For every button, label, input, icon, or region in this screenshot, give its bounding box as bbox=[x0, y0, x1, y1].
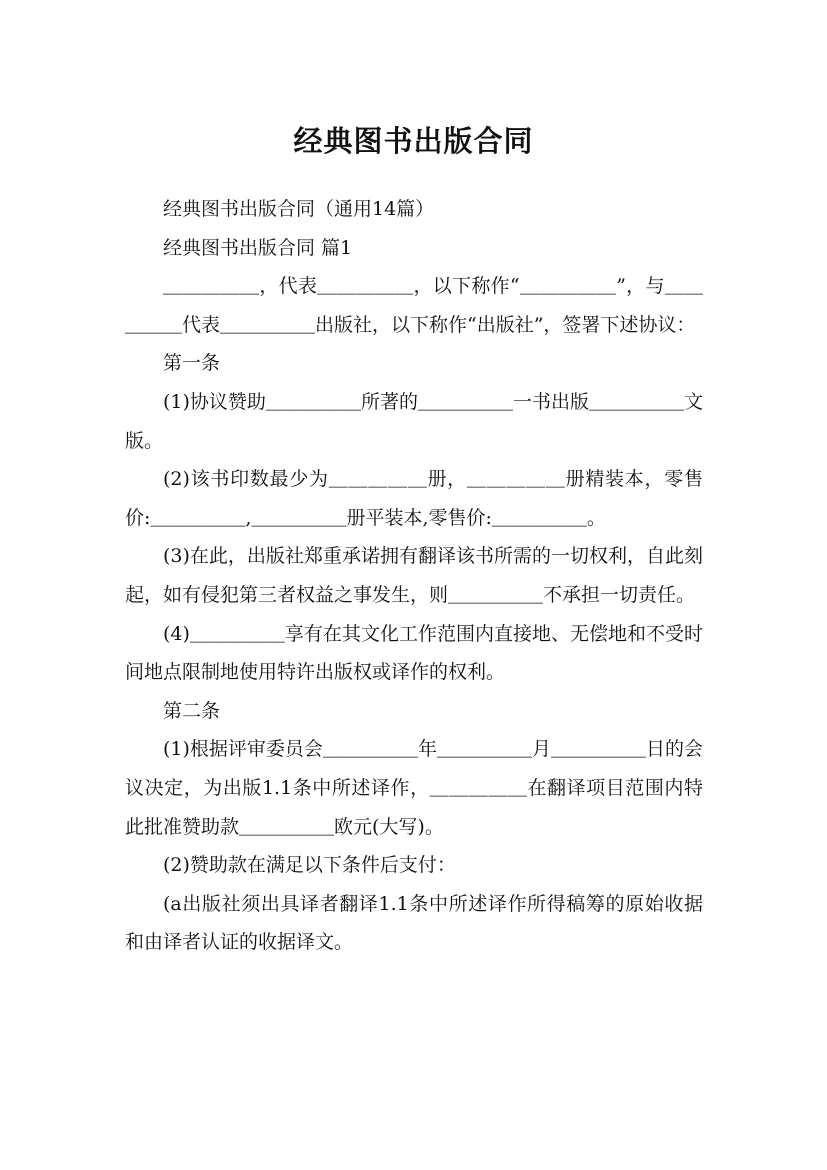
paragraph-article-1-heading: 第一条 bbox=[163, 352, 221, 375]
paragraph-article-1-clause-4: (4)＿＿＿＿＿享有在其文化工作范围内直接地、无偿地和不受时间地点限制地使用特许出版权或译作的权利。 bbox=[125, 622, 703, 684]
paragraph-section-heading: 经典图书出版合同 篇1 bbox=[163, 236, 353, 259]
paragraph-article-1-clause-2: (2)该书印数最少为＿＿＿＿＿册，＿＿＿＿＿册精装本，零售价:＿＿＿＿＿,＿＿＿＿＿册平装本,零售价:＿＿＿＿＿。 bbox=[125, 468, 703, 529]
paragraph-article-2-clause-2a: (a出版社须出具译者翻译1.1条中所述译作所得稿筹的原始收据和由译者认证的收据译文。 bbox=[125, 892, 703, 954]
paragraph-article-1-clause-1: (1)协议赞助＿＿＿＿＿所著的＿＿＿＿＿一书出版＿＿＿＿＿文版。 bbox=[125, 390, 703, 452]
document-title: 经典图书出版合同 bbox=[293, 124, 534, 159]
paragraph-article-2-clause-1: (1)根据评审委员会＿＿＿＿＿年＿＿＿＿＿月＿＿＿＿＿日的会议决定，为出版1.1条中所述译作，＿＿＿＿＿在翻译项目范围内特此批准赞助款＿＿＿＿＿欧元(大写)。 bbox=[125, 738, 703, 838]
paragraph-subtitle: 经典图书出版合同（通用14篇） bbox=[163, 198, 435, 220]
paragraph-article-1-clause-3: (3)在此，出版社郑重承诺拥有翻译该书所需的一切权利，自此刻起，如有侵犯第三者权益之事发生，则＿＿＿＿＿不承担一切责任。 bbox=[125, 545, 703, 606]
paragraph-article-2-heading: 第二条 bbox=[163, 699, 221, 722]
paragraph-article-2-clause-2: (2)赞助款在满足以下条件后支付： bbox=[163, 854, 456, 877]
document-body bbox=[125, 190, 703, 962]
paragraph-parties: ＿＿＿＿＿，代表＿＿＿＿＿，以下称作“＿＿＿＿＿”，与＿＿＿＿＿代表＿＿＿＿＿出版社，以下称作“出版社”，签署下述协议： bbox=[125, 275, 703, 336]
